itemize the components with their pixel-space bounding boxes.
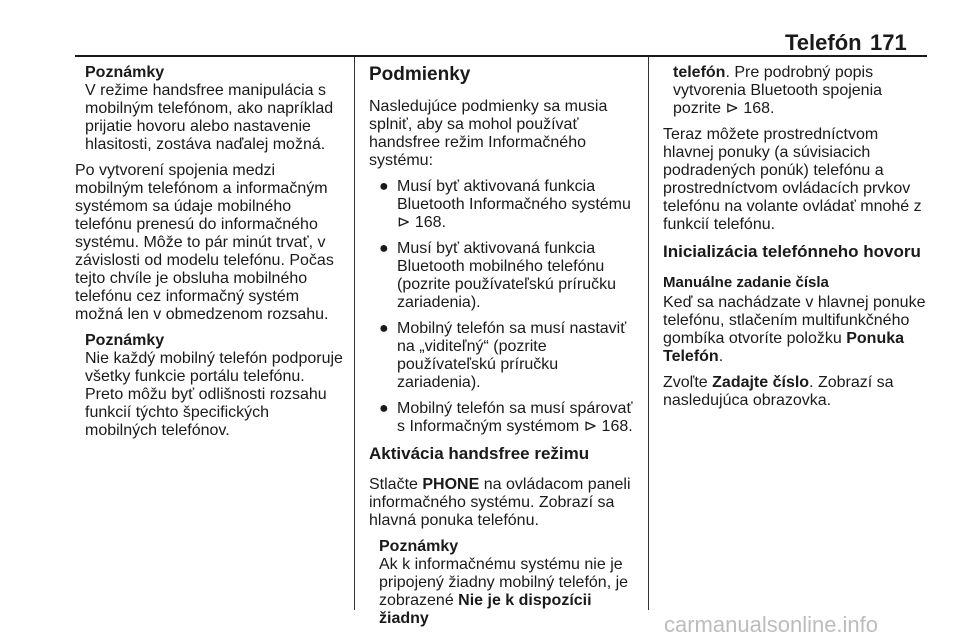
section-heading: Inicializácia telefónneho hovoru bbox=[663, 242, 921, 261]
paragraph: Nasledujúce podmienky sa musia splniť, aby sa mohol používať handsfree režim Informačného systému: bbox=[369, 98, 608, 169]
note-title: Poznámky bbox=[85, 332, 165, 349]
list-item-text: Musí byť aktivovaná funkcia Bluetooth mobilného telefónu (pozrite používateľskú príručku zariadenia). bbox=[397, 240, 616, 311]
note-title: Poznámky bbox=[85, 64, 165, 81]
column-divider-1 bbox=[354, 57, 355, 610]
watermark: carmanualsonline.info bbox=[664, 612, 879, 637]
button-name-phone: PHONE bbox=[422, 476, 480, 493]
note-box bbox=[75, 332, 345, 440]
bullet-icon: ● bbox=[379, 178, 389, 195]
bullet-icon: ● bbox=[379, 400, 389, 417]
list-item-text: Mobilný telefón sa musí spárovať s Informačným systémom ⊳ 168. bbox=[397, 400, 633, 435]
page-header-title: Telefón bbox=[785, 30, 862, 55]
column-divider-2 bbox=[648, 57, 649, 610]
column-2 bbox=[369, 64, 639, 636]
note-continuation: telefón. Pre podrobný popis vytvorenia Bluetooth spojenia pozrite ⊳ 168. bbox=[673, 64, 883, 117]
note-text: Nie každý mobilný telefón podporuje všetky funkcie portálu telefónu. Preto môžu byť odlišnosti rozsahu funkcií týchto špecifických mobilných telefónov. bbox=[85, 350, 343, 439]
note-text: Ak k informačnému systému nie je pripojený žiadny mobilný telefón, je zobrazené Nie je k dispozícii žiadny bbox=[379, 556, 629, 627]
paragraph: Zvoľte Zadajte číslo. Zobrazí sa nasledujúca obrazovka. bbox=[663, 374, 894, 409]
note-title: Poznámky bbox=[379, 538, 459, 555]
paragraph: Stlačte PHONE na ovládacom paneli informačného systému. Zobrazí sa hlavná ponuka telefónu. bbox=[369, 476, 631, 529]
paragraph: Keď sa nachádzate v hlavnej ponuke telefónu, stlačením multifunkčného gombíka otvoríte položku Ponuka Telefón. bbox=[663, 294, 926, 365]
section-heading: Aktivácia handsfree režimu bbox=[369, 444, 590, 463]
page-number: 171 bbox=[870, 30, 907, 55]
paragraph: Teraz môžete prostredníctvom hlavnej ponuky (a súvisiacich podradených ponúk) telefónu a prostredníctvom ovládacích prvkov telefónu na volante ovládať mnohé z funkcií telefónu. bbox=[663, 126, 922, 233]
requirements-list bbox=[369, 178, 639, 436]
column-3 bbox=[663, 64, 933, 418]
header-rule bbox=[75, 55, 927, 57]
note-box bbox=[75, 64, 345, 154]
list-item bbox=[369, 178, 639, 232]
list-item bbox=[369, 240, 639, 312]
list-item-text: Mobilný telefón sa musí nastaviť na „viditeľný“ (pozrite používateľskú príručku zariadenia). bbox=[397, 320, 627, 391]
column-1 bbox=[75, 64, 345, 448]
list-item bbox=[369, 400, 639, 436]
note-text: V režime handsfree manipulácia s mobilným telefónom, ako napríklad prijatie hovoru alebo nastavenie hlasitosti, zostáva naďalej možná. bbox=[85, 82, 334, 153]
subsection-heading: Manuálne zadanie čísla bbox=[663, 274, 829, 291]
list-item-text: Musí byť aktivovaná funkcia Bluetooth Informačného systému ⊳ 168. bbox=[397, 178, 631, 231]
list-item bbox=[369, 320, 639, 392]
note-box bbox=[369, 538, 639, 628]
section-heading: Podmienky bbox=[369, 64, 471, 85]
bullet-icon: ● bbox=[379, 320, 389, 337]
bullet-icon: ● bbox=[379, 240, 389, 257]
paragraph: Po vytvorení spojenia medzi mobilným telefónom a informačným systémom sa údaje mobilného telefónu prenesú do informačného systému. Môže to pár minút trvať, v závislosti od modelu telefónu. Počas tejto chvíle je obsluha mobilného telefónu cez informačný systém možná len v obmedzenom rozsahu. bbox=[75, 162, 334, 323]
